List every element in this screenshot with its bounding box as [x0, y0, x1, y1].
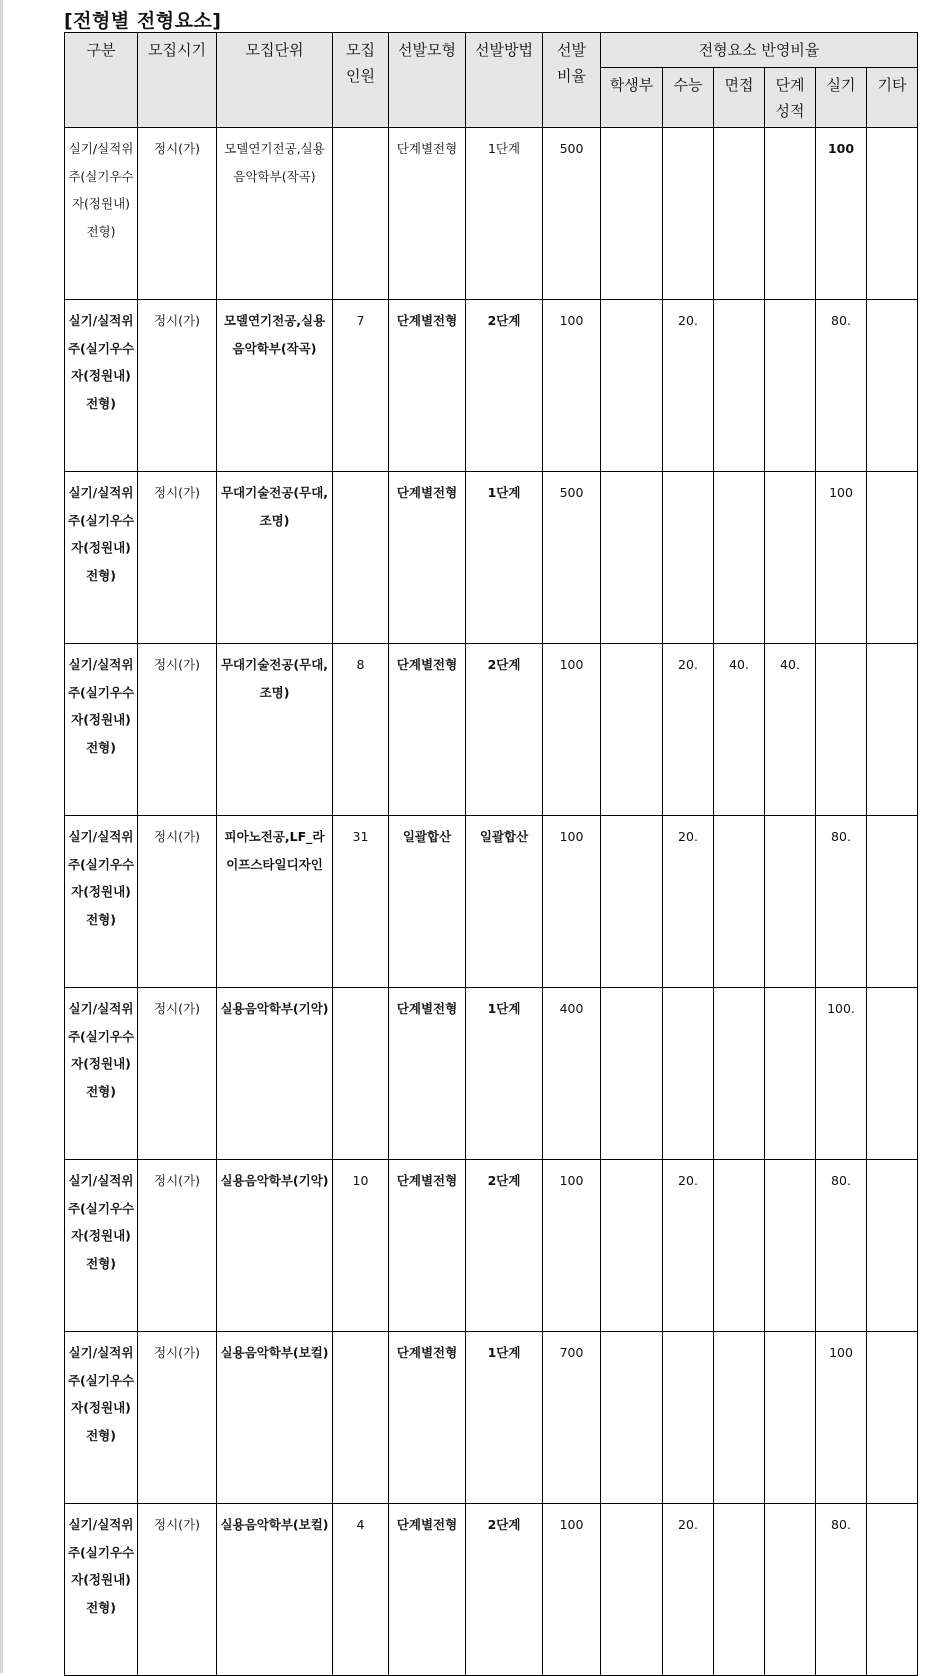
cell-silgi: 80.: [816, 300, 867, 472]
cell-sigi: 정시(가): [138, 816, 217, 988]
header-biyul: 선발 비율: [543, 33, 601, 128]
cell-mohyeong: 단계별전형: [389, 644, 466, 816]
cell-mohyeong: 단계별전형: [389, 1332, 466, 1504]
cell-danwi: 실용음악학부(기악): [217, 988, 333, 1160]
cell-bangbeop: 2단계: [466, 1504, 543, 1676]
cell-dangye: [765, 1504, 816, 1676]
table-row: [65, 1504, 918, 1676]
cell-bangbeop: 1단계: [466, 472, 543, 644]
cell-sigi: 정시(가): [138, 1504, 217, 1676]
cell-suneung: [663, 128, 714, 300]
table-row: [65, 816, 918, 988]
cell-mohyeong: 단계별전형: [389, 472, 466, 644]
cell-suneung: 20.: [663, 300, 714, 472]
cell-mohyeong: 단계별전형: [389, 128, 466, 300]
cell-gita: [867, 816, 918, 988]
cell-gubun: 실기/실적위주(실기우수자(정원내)전형): [65, 1332, 138, 1504]
cell-silgi: 100: [816, 1332, 867, 1504]
cell-danwi: 실용음악학부(기악): [217, 1160, 333, 1332]
cell-haksaengbu: [601, 1504, 663, 1676]
cell-gubun: 실기/실적위주(실기우수자(정원내)전형): [65, 300, 138, 472]
cell-haksaengbu: [601, 472, 663, 644]
cell-suneung: [663, 472, 714, 644]
cell-bangbeop: 1단계: [466, 988, 543, 1160]
cell-myeonjeop: [714, 988, 765, 1160]
cell-mohyeong: 단계별전형: [389, 1160, 466, 1332]
cell-silgi: 100: [816, 472, 867, 644]
admission-elements-table: [64, 32, 918, 1676]
cell-myeonjeop: [714, 128, 765, 300]
cell-myeonjeop: [714, 300, 765, 472]
table-row: [65, 1332, 918, 1504]
cell-myeonjeop: [714, 816, 765, 988]
cell-sigi: 정시(가): [138, 988, 217, 1160]
page-left-border: [0, 0, 3, 1673]
cell-sigi: 정시(가): [138, 472, 217, 644]
cell-inwon: 4: [333, 1504, 389, 1676]
cell-gubun: 실기/실적위주(실기우수자(정원내)전형): [65, 816, 138, 988]
cell-silgi: 80.: [816, 1160, 867, 1332]
cell-suneung: 20.: [663, 816, 714, 988]
cell-dangye: [765, 128, 816, 300]
cell-bangbeop: 2단계: [466, 300, 543, 472]
cell-biyul: 500: [543, 472, 601, 644]
cell-haksaengbu: [601, 300, 663, 472]
cell-dangye: [765, 1332, 816, 1504]
header-danwi: 모집단위: [217, 33, 333, 128]
cell-biyul: 100: [543, 1504, 601, 1676]
cell-bangbeop: 1단계: [466, 1332, 543, 1504]
cell-dangye: [765, 1160, 816, 1332]
cell-haksaengbu: [601, 644, 663, 816]
cell-dangye: [765, 472, 816, 644]
cell-gita: [867, 472, 918, 644]
cell-silgi: 100.: [816, 988, 867, 1160]
cell-gita: [867, 1504, 918, 1676]
cell-biyul: 400: [543, 988, 601, 1160]
cell-sigi: 정시(가): [138, 300, 217, 472]
cell-myeonjeop: [714, 1160, 765, 1332]
cell-suneung: [663, 1332, 714, 1504]
cell-biyul: 100: [543, 300, 601, 472]
cell-dangye: [765, 300, 816, 472]
cell-gubun: 실기/실적위주(실기우수자(정원내)전형): [65, 1160, 138, 1332]
cell-danwi: 모델연기전공,실용음악학부(작곡): [217, 128, 333, 300]
header-suneung: 수능: [663, 68, 714, 128]
table-row: [65, 644, 918, 816]
cell-sigi: 정시(가): [138, 128, 217, 300]
cell-myeonjeop: [714, 1504, 765, 1676]
cell-myeonjeop: 40.: [714, 644, 765, 816]
cell-danwi: 모델연기전공,실용음악학부(작곡): [217, 300, 333, 472]
header-inwon: 모집 인원: [333, 33, 389, 128]
cell-inwon: 31: [333, 816, 389, 988]
cell-suneung: [663, 988, 714, 1160]
cell-haksaengbu: [601, 988, 663, 1160]
cell-mohyeong: 단계별전형: [389, 988, 466, 1160]
table-row: [65, 1160, 918, 1332]
cell-gita: [867, 128, 918, 300]
cell-mohyeong: 일괄합산: [389, 816, 466, 988]
cell-gubun: 실기/실적위주(실기우수자(정원내)전형): [65, 1504, 138, 1676]
cell-gubun: 실기/실적위주(실기우수자(정원내)전형): [65, 128, 138, 300]
cell-bangbeop: 일괄합산: [466, 816, 543, 988]
cell-biyul: 500: [543, 128, 601, 300]
cell-danwi: 실용음악학부(보컬): [217, 1332, 333, 1504]
cell-suneung: 20.: [663, 644, 714, 816]
cell-dangye: [765, 816, 816, 988]
cell-bangbeop: 2단계: [466, 644, 543, 816]
cell-inwon: [333, 1332, 389, 1504]
cell-biyul: 100: [543, 644, 601, 816]
cell-biyul: 100: [543, 1160, 601, 1332]
cell-gubun: 실기/실적위주(실기우수자(정원내)전형): [65, 988, 138, 1160]
cell-gubun: 실기/실적위주(실기우수자(정원내)전형): [65, 644, 138, 816]
header-haksaengbu: 학생부: [601, 68, 663, 128]
header-myeonjeop: 면접: [714, 68, 765, 128]
cell-danwi: 실용음악학부(보컬): [217, 1504, 333, 1676]
cell-gita: [867, 300, 918, 472]
cell-mohyeong: 단계별전형: [389, 300, 466, 472]
cell-haksaengbu: [601, 1160, 663, 1332]
cell-inwon: 7: [333, 300, 389, 472]
cell-inwon: [333, 472, 389, 644]
cell-inwon: [333, 988, 389, 1160]
cell-silgi: 100: [816, 128, 867, 300]
header-sigi: 모집시기: [138, 33, 217, 128]
header-gubun: 구분: [65, 33, 138, 128]
cell-silgi: 80.: [816, 1504, 867, 1676]
cell-silgi: 80.: [816, 816, 867, 988]
cell-inwon: [333, 128, 389, 300]
cell-gubun: 실기/실적위주(실기우수자(정원내)전형): [65, 472, 138, 644]
table-row: [65, 988, 918, 1160]
cell-myeonjeop: [714, 1332, 765, 1504]
table-row: [65, 300, 918, 472]
header-gita: 기타: [867, 68, 918, 128]
cell-mohyeong: 단계별전형: [389, 1504, 466, 1676]
cell-danwi: 피아노전공,LF_라이프스타일디자인: [217, 816, 333, 988]
header-mohyeong: 선발모형: [389, 33, 466, 128]
cell-silgi: [816, 644, 867, 816]
cell-danwi: 무대기술전공(무대,조명): [217, 472, 333, 644]
table-row: [65, 472, 918, 644]
cell-gita: [867, 1160, 918, 1332]
cell-biyul: 700: [543, 1332, 601, 1504]
cell-inwon: 10: [333, 1160, 389, 1332]
header-silgi: 실기: [816, 68, 867, 128]
cell-suneung: 20.: [663, 1504, 714, 1676]
cell-gita: [867, 644, 918, 816]
cell-sigi: 정시(가): [138, 1332, 217, 1504]
table-row: [65, 128, 918, 300]
cell-gita: [867, 1332, 918, 1504]
cell-gita: [867, 988, 918, 1160]
cell-biyul: 100: [543, 816, 601, 988]
cell-haksaengbu: [601, 816, 663, 988]
cell-haksaengbu: [601, 128, 663, 300]
header-bangbeop: 선발방법: [466, 33, 543, 128]
cell-dangye: [765, 988, 816, 1160]
cell-inwon: 8: [333, 644, 389, 816]
section-title: [전형별 전형요소]: [64, 10, 222, 32]
header-group: 전형요소 반영비율: [601, 33, 918, 68]
cell-danwi: 무대기술전공(무대,조명): [217, 644, 333, 816]
cell-sigi: 정시(가): [138, 1160, 217, 1332]
cell-suneung: 20.: [663, 1160, 714, 1332]
header-dangye: 단계 성적: [765, 68, 816, 128]
cell-haksaengbu: [601, 1332, 663, 1504]
cell-bangbeop: 2단계: [466, 1160, 543, 1332]
cell-sigi: 정시(가): [138, 644, 217, 816]
cell-myeonjeop: [714, 472, 765, 644]
cell-dangye: 40.: [765, 644, 816, 816]
cell-bangbeop: 1단계: [466, 128, 543, 300]
